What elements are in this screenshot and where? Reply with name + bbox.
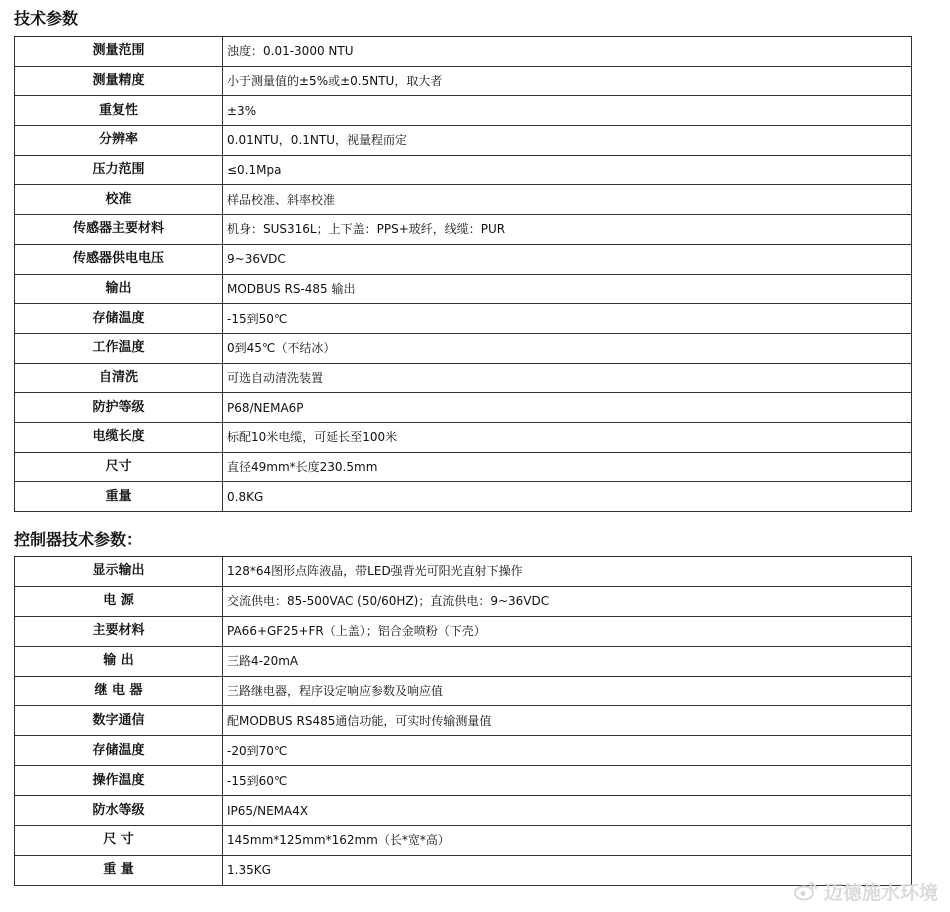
row-label: 显示输出	[15, 557, 223, 587]
row-label: 防水等级	[15, 796, 223, 826]
table-row	[15, 422, 912, 452]
table-row	[15, 244, 912, 274]
table-row	[15, 796, 912, 826]
row-value: MODBUS RS-485 输出	[223, 274, 912, 304]
row-value: 0.8KG	[223, 482, 912, 512]
row-value: 1.35KG	[223, 855, 912, 885]
row-label: 自清洗	[15, 363, 223, 393]
tech-params-table	[14, 36, 912, 512]
row-label: 分辨率	[15, 126, 223, 156]
section-title-tech-params: 技术参数	[14, 9, 79, 28]
table-row	[15, 855, 912, 885]
row-label: 重量	[15, 482, 223, 512]
row-value: -15到60℃	[223, 766, 912, 796]
row-value: ≤0.1Mpa	[223, 155, 912, 185]
row-label: 传感器供电电压	[15, 244, 223, 274]
table-row	[15, 646, 912, 676]
row-label: 传感器主要材料	[15, 215, 223, 245]
row-value: 0到45℃（不结冰）	[223, 333, 912, 363]
row-label: 电缆长度	[15, 422, 223, 452]
row-value: 三路4-20mA	[223, 646, 912, 676]
row-value: 145mm*125mm*162mm（长*宽*高）	[223, 826, 912, 856]
table-row	[15, 66, 912, 96]
row-label: 电 源	[15, 586, 223, 616]
row-label: 测量范围	[15, 37, 223, 67]
row-label: 存储温度	[15, 736, 223, 766]
controller-params-table	[14, 556, 912, 886]
row-label: 工作温度	[15, 333, 223, 363]
weibo-icon	[794, 881, 818, 901]
row-label: 数字通信	[15, 706, 223, 736]
table-row	[15, 616, 912, 646]
table-row	[15, 274, 912, 304]
table-row	[15, 363, 912, 393]
watermark-text: 迈德施水环境	[823, 881, 938, 904]
table-row	[15, 452, 912, 482]
row-value: P68/NEMA6P	[223, 393, 912, 423]
row-value: IP65/NEMA4X	[223, 796, 912, 826]
row-label: 压力范围	[15, 155, 223, 185]
row-value: 交流供电：85-500VAC (50/60HZ)；直流供电：9~36VDC	[223, 586, 912, 616]
row-value: ±3%	[223, 96, 912, 126]
table-row	[15, 393, 912, 423]
table-row	[15, 557, 912, 587]
table-row	[15, 155, 912, 185]
row-value: 机身：SUS316L；上下盖：PPS+玻纤，线缆：PUR	[223, 215, 912, 245]
row-value: 浊度：0.01-3000 NTU	[223, 37, 912, 67]
row-value: 0.01NTU，0.1NTU，视量程而定	[223, 126, 912, 156]
row-value: -15到50℃	[223, 304, 912, 334]
table-row	[15, 706, 912, 736]
row-value: 样品校准、斜率校准	[223, 185, 912, 215]
watermark	[794, 878, 938, 904]
table-row	[15, 333, 912, 363]
table-row	[15, 126, 912, 156]
table-row	[15, 586, 912, 616]
row-label: 操作温度	[15, 766, 223, 796]
row-value: 直径49mm*长度230.5mm	[223, 452, 912, 482]
row-value: 三路继电器，程序设定响应参数及响应值	[223, 676, 912, 706]
row-label: 测量精度	[15, 66, 223, 96]
table-row	[15, 736, 912, 766]
row-label: 校准	[15, 185, 223, 215]
row-value: 标配10米电缆，可延长至100米	[223, 422, 912, 452]
row-value: 可选自动清洗装置	[223, 363, 912, 393]
table-row	[15, 304, 912, 334]
table-row	[15, 826, 912, 856]
row-label: 重复性	[15, 96, 223, 126]
table-row	[15, 676, 912, 706]
table-row	[15, 766, 912, 796]
row-value: PA66+GF25+FR（上盖）；铝合金喷粉（下壳）	[223, 616, 912, 646]
row-label: 重 量	[15, 855, 223, 885]
row-label: 继 电 器	[15, 676, 223, 706]
row-label: 输出	[15, 274, 223, 304]
row-value: 配MODBUS RS485通信功能，可实时传输测量值	[223, 706, 912, 736]
table-row	[15, 185, 912, 215]
row-label: 防护等级	[15, 393, 223, 423]
row-label: 尺 寸	[15, 826, 223, 856]
row-label: 输 出	[15, 646, 223, 676]
table-row	[15, 215, 912, 245]
row-label: 主要材料	[15, 616, 223, 646]
table-row	[15, 96, 912, 126]
section-title-controller-params: 控制器技术参数：	[14, 530, 143, 549]
row-value: 9~36VDC	[223, 244, 912, 274]
row-value: -20到70℃	[223, 736, 912, 766]
row-value: 小于测量值的±5%或±0.5NTU，取大者	[223, 66, 912, 96]
row-label: 存储温度	[15, 304, 223, 334]
table-row	[15, 37, 912, 67]
row-label: 尺寸	[15, 452, 223, 482]
row-value: 128*64图形点阵液晶，带LED强背光可阳光直射下操作	[223, 557, 912, 587]
table-row	[15, 482, 912, 512]
